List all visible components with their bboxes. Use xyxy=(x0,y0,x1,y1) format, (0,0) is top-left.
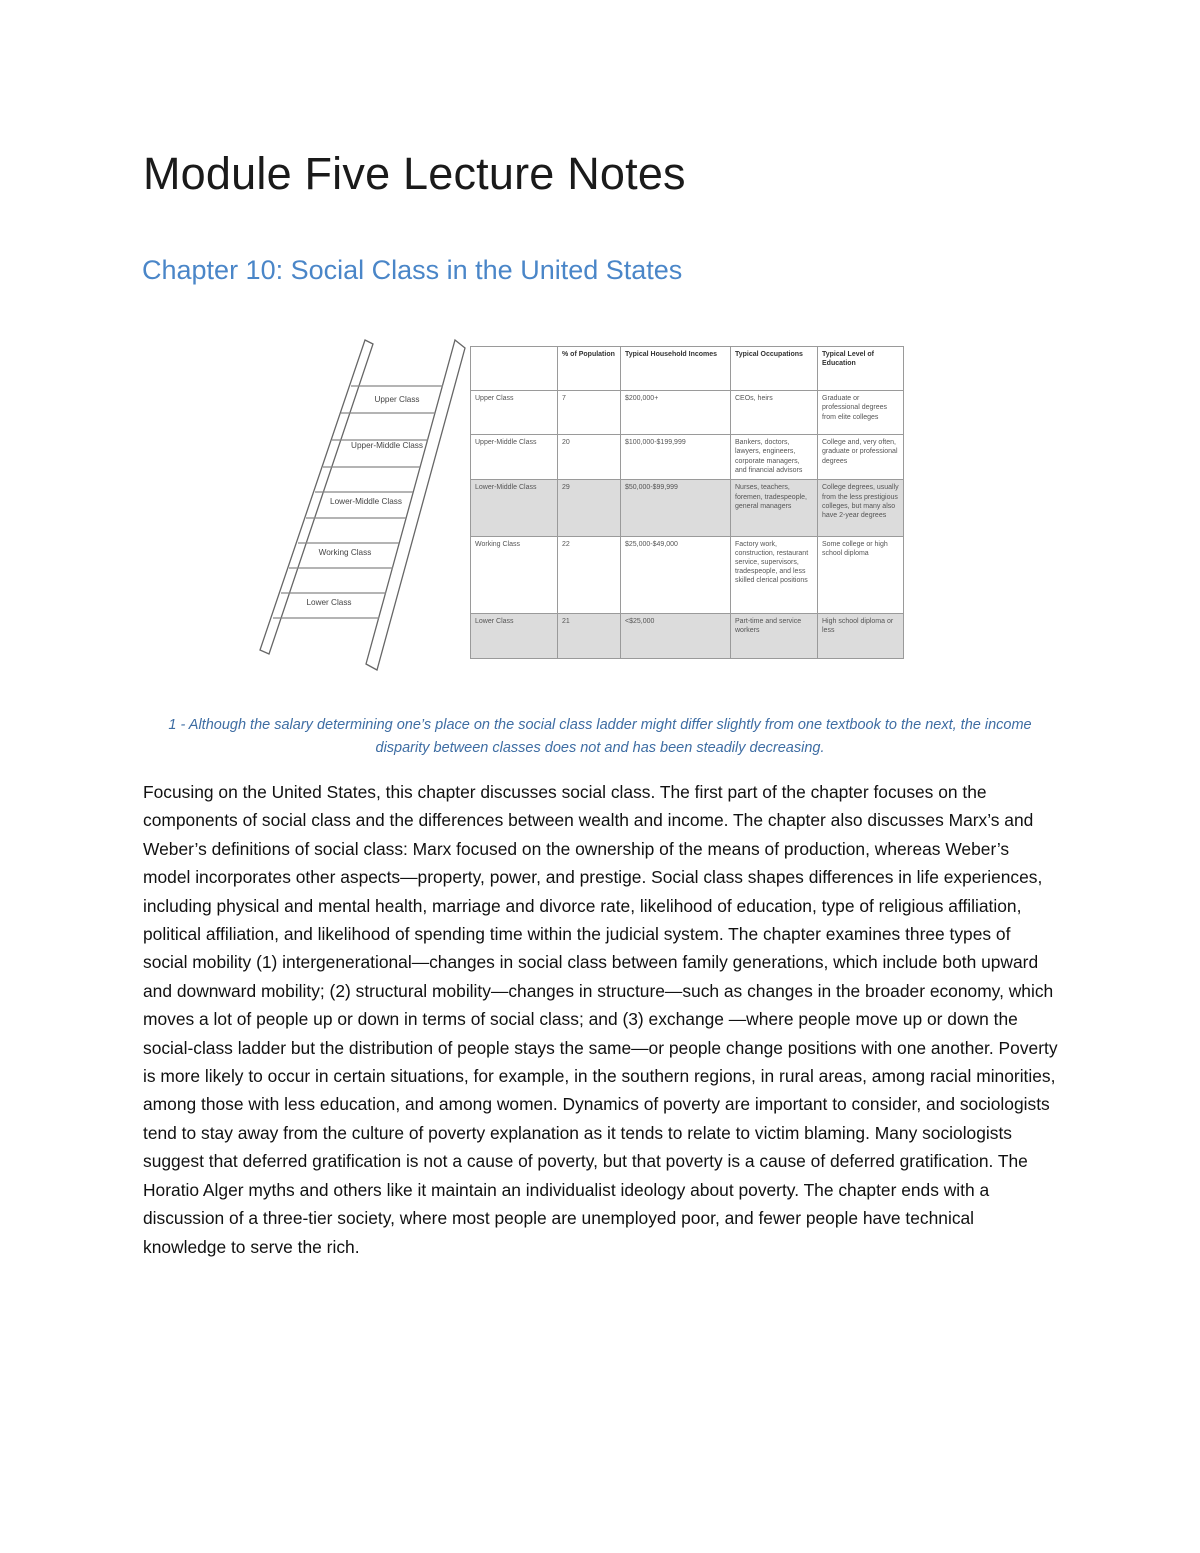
table-cell: 22 xyxy=(558,536,621,613)
table-cell: 21 xyxy=(558,613,621,658)
table-row xyxy=(471,536,904,613)
table-row xyxy=(471,391,904,435)
social-class-ladder-figure xyxy=(255,336,475,672)
table-cell: College and, very often, graduate or professional degrees xyxy=(818,435,904,480)
table-header-cell xyxy=(471,347,558,391)
table-cell: $100,000-$199,999 xyxy=(621,435,731,480)
table-cell: Lower Class xyxy=(471,613,558,658)
table-cell: Working Class xyxy=(471,536,558,613)
chapter-heading: Chapter 10: Social Class in the United States xyxy=(142,255,683,285)
table-cell: High school diploma or less xyxy=(818,613,904,658)
ladder-label-upper-middle: Upper-Middle Class xyxy=(351,441,423,450)
table-header-cell: Typical Household Incomes xyxy=(621,347,731,391)
table-cell: CEOs, heirs xyxy=(731,391,818,435)
ladder-label-lower: Lower Class xyxy=(306,598,352,607)
table-cell: Upper-Middle Class xyxy=(471,435,558,480)
table-cell: <$25,000 xyxy=(621,613,731,658)
table-cell: Factory work, construction, restaurant service, supervisors, tradespeople, and less skilled clerical positions xyxy=(731,536,818,613)
table-cell: Graduate or professional degrees from elite colleges xyxy=(818,391,904,435)
table-header-cell: % of Population xyxy=(558,347,621,391)
ladder-label-upper: Upper Class xyxy=(374,395,420,404)
table-header-cell: Typical Occupations xyxy=(731,347,818,391)
social-class-table xyxy=(470,346,904,659)
chapter-summary-paragraph: Focusing on the United States, this chapter discusses social class. The first part of the chapter focuses on the components of social class and the differences between wealth and income. The chapter also discusses Marx’s and Weber’s definitions of social class: Marx focused on the ownership of the means of production, whereas Weber’s model incorporates other aspects—property, power, and prestige. Social class shapes differences in life experiences, including physical and mental health, marriage and divorce rate, likelihood of education, type of religious affiliation, political affiliation, and likelihood of spending time within the judicial system. The chapter examines three types of social mobility (1) intergenerational—changes in social class between family generations, which include both upward and downward mobility; (2) structural mobility—changes in structure—such as changes in the broader economy, which moves a lot of people up or down in terms of social class; and (3) exchange —where people move up or down the social-class ladder but the distribution of people stays the same—or people change positions with one another. Poverty is more likely to occur in certain situations, for example, in the southern regions, in rural areas, among racial minorities, among those with less education, and among women. Dynamics of poverty are important to consider, and sociologists tend to stay away from the culture of poverty explanation as it tends to relate to victim blaming. Many sociologists suggest that deferred gratification is not a cause of poverty, but that poverty is a cause of deferred gratification. The Horatio Alger myths and others like it maintain an individualist ideology about poverty. The chapter ends with a discussion of a three-tier society, where most people are unemployed poor, and fewer people have technical knowledge to serve the rich. xyxy=(143,782,1058,1257)
table-cell: Nurses, teachers, foremen, tradespeople, general managers xyxy=(731,480,818,536)
table-cell: 7 xyxy=(558,391,621,435)
table-cell: Bankers, doctors, lawyers, engineers, corporate managers, and financial advisors xyxy=(731,435,818,480)
table-cell: $200,000+ xyxy=(621,391,731,435)
table-cell: 20 xyxy=(558,435,621,480)
table-header-cell: Typical Level of Education xyxy=(818,347,904,391)
ladder-label-working: Working Class xyxy=(318,548,372,557)
table-cell: $25,000-$49,000 xyxy=(621,536,731,613)
table-row xyxy=(471,613,904,658)
table-cell: College degrees, usually from the less prestigious colleges, but many also have 2-year degrees xyxy=(818,480,904,536)
table-cell: Upper Class xyxy=(471,391,558,435)
table-cell: Lower-Middle Class xyxy=(471,480,558,536)
table-header-row xyxy=(471,347,904,391)
table-row xyxy=(471,480,904,536)
figure-caption: 1 - Although the salary determining one’s place on the social class ladder might differ slightly from one textbook to the next, the income disparity between classes does not and has been steadily decreasing. xyxy=(168,717,1032,756)
table-cell: $50,000-$99,999 xyxy=(621,480,731,536)
table-cell: 29 xyxy=(558,480,621,536)
ladder-label-lower-middle: Lower-Middle Class xyxy=(330,497,402,506)
table-cell: Part-time and service workers xyxy=(731,613,818,658)
page-title: Module Five Lecture Notes xyxy=(143,148,686,199)
table-row xyxy=(471,435,904,480)
table-cell: Some college or high school diploma xyxy=(818,536,904,613)
